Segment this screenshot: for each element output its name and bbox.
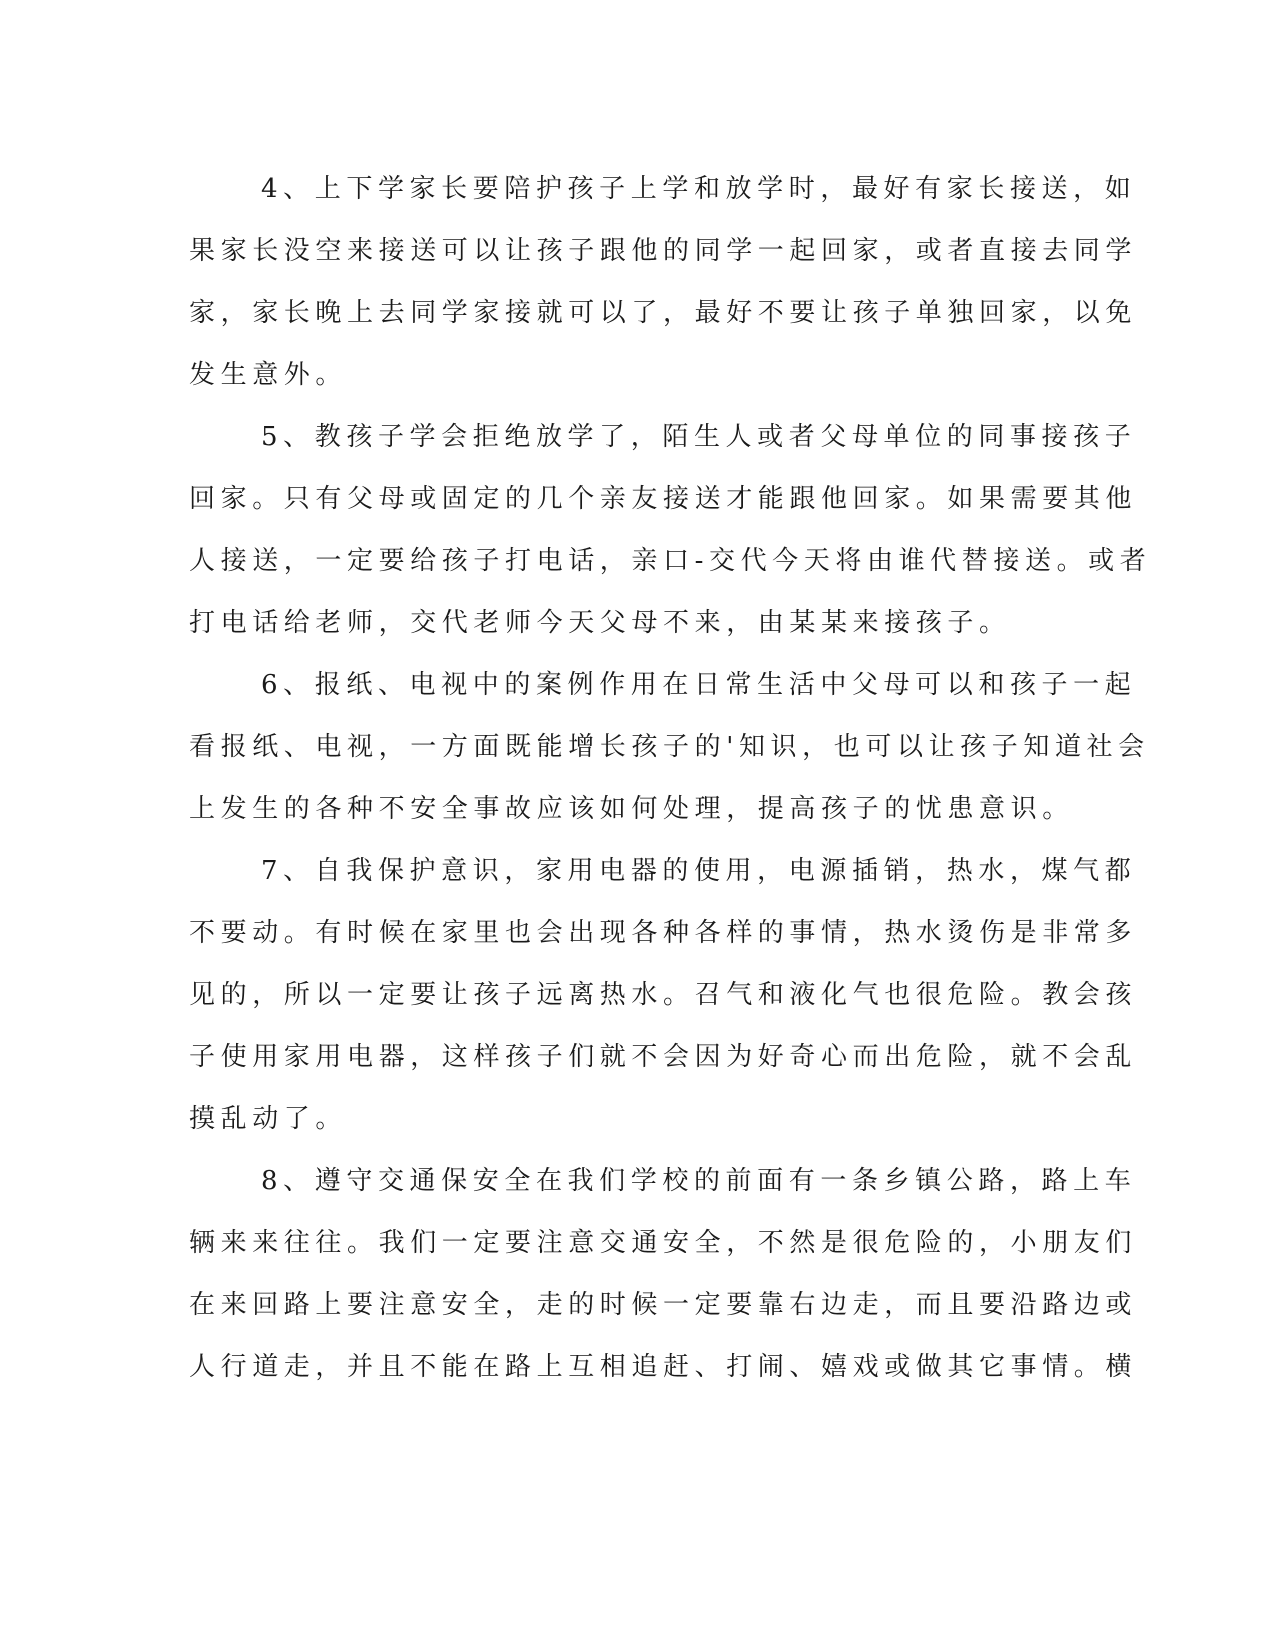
paragraph-line: 8、遵守交通保安全在我们学校的前面有一条乡镇公路，路上车 <box>261 1166 1137 1196</box>
paragraph-4 <box>189 158 1138 406</box>
paragraph-line: 人接送，一定要给孩子打电话，亲口-交代今天将由谁代替接送。或者 <box>189 546 1152 576</box>
paragraph-line: 在来回路上要注意安全，走的时候一定要靠右边走，而且要沿路边或 <box>189 1290 1138 1320</box>
paragraph-7 <box>189 840 1138 1150</box>
paragraph-line: 子使用家用电器，这样孩子们就不会因为好奇心而出危险，就不会乱 <box>189 1042 1138 1072</box>
paragraph-6 <box>189 654 1150 840</box>
paragraph-line: 果家长没空来接送可以让孩子跟他的同学一起回家，或者直接去同学 <box>189 236 1138 266</box>
paragraph-line: 摸乱动了。 <box>189 1104 348 1134</box>
paragraph-line: 7、自我保护意识，家用电器的使用，电源插销，热水，煤气都 <box>261 856 1137 886</box>
paragraph-line: 4、上下学家长要陪护孩子上学和放学时，最好有家长接送，如 <box>261 174 1137 204</box>
paragraph-line: 人行道走，并且不能在路上互相追赶、打闹、嬉戏或做其它事情。横 <box>189 1352 1138 1382</box>
paragraph-line: 见的，所以一定要让孩子远离热水。召气和液化气也很危险。教会孩 <box>189 980 1138 1010</box>
paragraph-8 <box>189 1150 1138 1398</box>
paragraph-line: 不要动。有时候在家里也会出现各种各样的事情，热水烫伤是非常多 <box>189 918 1138 948</box>
paragraph-line: 发生意外。 <box>189 360 348 390</box>
paragraph-line: 看报纸、电视，一方面既能增长孩子的'知识，也可以让孩子知道社会 <box>189 732 1150 762</box>
paragraph-line: 回家。只有父母或固定的几个亲友接送才能跟他回家。如果需要其他 <box>189 484 1138 514</box>
paragraph-line: 5、教孩子学会拒绝放学了，陌生人或者父母单位的同事接孩子 <box>261 422 1137 452</box>
paragraph-line: 打电话给老师，交代老师今天父母不来，由某某来接孩子。 <box>189 608 1011 638</box>
paragraph-line: 家，家长晚上去同学家接就可以了，最好不要让孩子单独回家，以免 <box>189 298 1138 328</box>
paragraph-5 <box>189 406 1152 654</box>
document-body <box>189 158 1152 1398</box>
paragraph-line: 辆来来往往。我们一定要注意交通安全，不然是很危险的，小朋友们 <box>189 1228 1138 1258</box>
paragraph-line: 上发生的各种不安全事故应该如何处理，提高孩子的忧患意识。 <box>189 794 1074 824</box>
paragraph-line: 6、报纸、电视中的案例作用在日常生活中父母可以和孩子一起 <box>261 670 1137 700</box>
